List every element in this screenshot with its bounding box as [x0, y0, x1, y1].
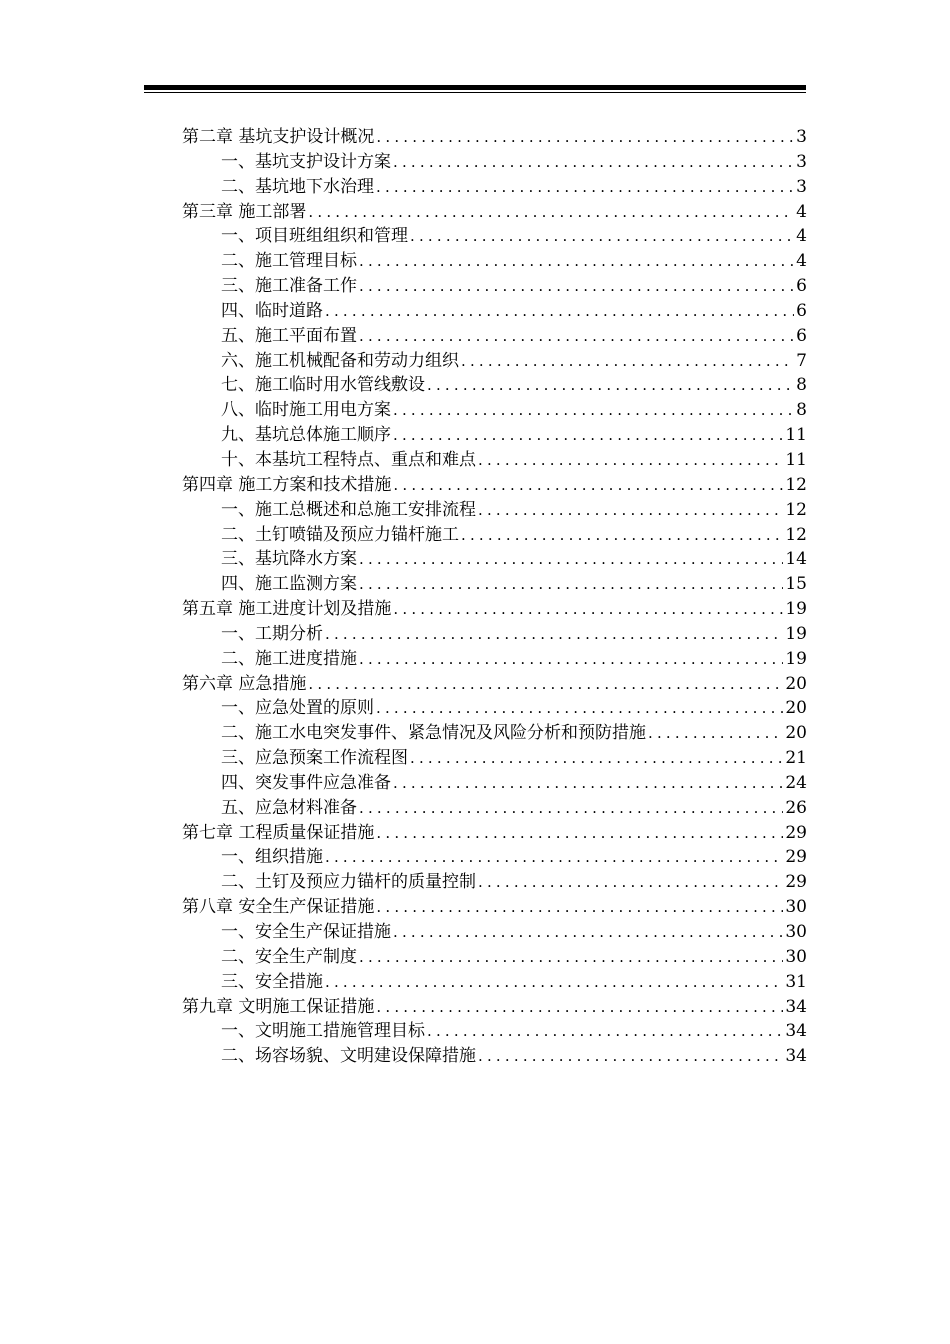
- toc-entry-label: 八、临时施工用电方案: [221, 400, 391, 421]
- toc-section-entry[interactable]: [182, 523, 807, 548]
- toc-dot-leader: [393, 398, 794, 423]
- toc-page-number: 21: [785, 748, 807, 769]
- toc-dot-leader: [376, 895, 783, 920]
- toc-entry-label: 二、基坑地下水治理: [221, 176, 374, 197]
- toc-page-number: 34: [785, 1046, 807, 1067]
- toc-entry-label: 二、土钉喷锚及预应力锚杆施工: [221, 524, 459, 545]
- toc-section-entry[interactable]: [182, 970, 807, 995]
- toc-section-entry[interactable]: [182, 1019, 807, 1044]
- toc-entry-label: 第四章 施工方案和技术措施: [182, 474, 392, 495]
- toc-entry-label: 二、场容场貌、文明建设保障措施: [221, 1046, 476, 1067]
- toc-entry-label: 一、施工总概述和总施工安排流程: [221, 499, 476, 520]
- toc-section-entry[interactable]: [182, 274, 807, 299]
- toc-entry-label: 三、施工准备工作: [221, 276, 357, 297]
- toc-chapter-entry[interactable]: [182, 200, 807, 225]
- toc-dot-leader: [427, 373, 794, 398]
- toc-chapter-entry[interactable]: [182, 821, 807, 846]
- toc-page-number: 4: [796, 226, 807, 247]
- toc-page-number: 4: [796, 251, 807, 272]
- toc-entry-label: 六、施工机械配备和劳动力组织: [221, 350, 459, 371]
- toc-page-number: 4: [796, 201, 807, 222]
- toc-dot-leader: [359, 324, 794, 349]
- toc-entry-label: 一、应急处置的原则: [221, 698, 374, 719]
- toc-page-number: 6: [796, 325, 807, 346]
- toc-dot-leader: [359, 249, 794, 274]
- toc-entry-label: 四、突发事件应急准备: [221, 772, 391, 793]
- toc-entry-label: 第八章 安全生产保证措施: [182, 897, 375, 918]
- toc-entry-label: 四、临时道路: [221, 300, 323, 321]
- toc-chapter-entry[interactable]: [182, 995, 807, 1020]
- toc-page-number: 29: [785, 872, 807, 893]
- toc-dot-leader: [359, 647, 783, 672]
- toc-entry-label: 十、本基坑工程特点、重点和难点: [221, 449, 476, 470]
- toc-page-number: 20: [785, 723, 807, 744]
- toc-section-entry[interactable]: [182, 945, 807, 970]
- toc-dot-leader: [393, 920, 783, 945]
- toc-section-entry[interactable]: [182, 845, 807, 870]
- toc-page-number: 19: [785, 599, 807, 620]
- toc-dot-leader: [376, 995, 783, 1020]
- toc-section-entry[interactable]: [182, 647, 807, 672]
- toc-dot-leader: [410, 224, 794, 249]
- toc-page-number: 11: [785, 425, 807, 446]
- toc-section-entry[interactable]: [182, 696, 807, 721]
- toc-page-number: 34: [785, 1021, 807, 1042]
- toc-page-number: 12: [785, 499, 807, 520]
- toc-section-entry[interactable]: [182, 349, 807, 374]
- toc-entry-label: 一、安全生产保证措施: [221, 922, 391, 942]
- toc-section-entry[interactable]: [182, 746, 807, 771]
- toc-dot-leader: [359, 572, 783, 597]
- toc-section-entry[interactable]: [182, 224, 807, 249]
- toc-dot-leader: [325, 970, 783, 995]
- toc-dot-leader: [325, 845, 783, 870]
- toc-section-entry[interactable]: [182, 423, 807, 448]
- toc-chapter-entry[interactable]: [182, 672, 807, 697]
- toc-page-number: 8: [796, 400, 807, 421]
- toc-dot-leader: [376, 696, 783, 721]
- toc-dot-leader: [478, 498, 783, 523]
- toc-page-number: 31: [785, 971, 807, 992]
- toc-entry-label: 一、文明施工措施管理目标: [221, 1021, 425, 1042]
- toc-dot-leader: [393, 771, 783, 796]
- toc-section-entry[interactable]: [182, 547, 807, 572]
- toc-chapter-entry[interactable]: [182, 895, 807, 920]
- toc-section-entry[interactable]: [182, 498, 807, 523]
- toc-dot-leader: [393, 473, 783, 498]
- toc-section-entry[interactable]: [182, 1044, 807, 1069]
- toc-entry-label: 三、安全措施: [221, 971, 323, 992]
- toc-entry-label: 第六章 应急措施: [182, 673, 307, 694]
- toc-page-number: 3: [796, 176, 807, 197]
- toc-entry-label: 一、基坑支护设计方案: [221, 151, 391, 172]
- toc-dot-leader: [478, 448, 783, 473]
- toc-entry-label: 三、应急预案工作流程图: [221, 748, 408, 769]
- toc-entry-label: 三、基坑降水方案: [221, 549, 357, 570]
- toc-dot-leader: [325, 622, 783, 647]
- toc-page-number: 34: [785, 996, 807, 1017]
- toc-section-entry[interactable]: [182, 771, 807, 796]
- toc-page-number: 30: [785, 922, 807, 942]
- toc-page-number: 12: [785, 474, 807, 495]
- toc-entry-label: 九、基坑总体施工顺序: [221, 425, 391, 446]
- toc-section-entry[interactable]: [182, 920, 807, 945]
- toc-section-entry[interactable]: [182, 796, 807, 821]
- toc-page-number: 26: [785, 797, 807, 818]
- toc-dot-leader: [359, 796, 783, 821]
- toc-section-entry[interactable]: [182, 721, 807, 746]
- toc-entry-label: 一、项目班组组织和管理: [221, 226, 408, 247]
- toc-entry-label: 五、应急材料准备: [221, 797, 357, 818]
- toc-entry-label: 二、施工水电突发事件、紧急情况及风险分析和预防措施: [221, 723, 646, 744]
- toc-page-number: 30: [785, 897, 807, 918]
- toc-page-number: 29: [785, 847, 807, 868]
- toc-dot-leader: [359, 547, 783, 572]
- toc-page-number: 3: [796, 151, 807, 172]
- toc-section-entry[interactable]: [182, 622, 807, 647]
- toc-section-entry[interactable]: [182, 398, 807, 423]
- toc-page-number: 20: [785, 698, 807, 719]
- toc-entry-label: 一、组织措施: [221, 847, 323, 868]
- toc-entry-label: 二、施工进度措施: [221, 648, 357, 669]
- toc-page-number: 14: [785, 549, 807, 570]
- toc-page-number: 29: [785, 822, 807, 843]
- toc-dot-leader: [376, 125, 794, 150]
- toc-entry-label: 第二章 基坑支护设计概况: [182, 127, 375, 147]
- toc-page-number: 6: [796, 300, 807, 321]
- toc-dot-leader: [308, 200, 794, 225]
- toc-dot-leader: [359, 274, 794, 299]
- toc-dot-leader: [393, 597, 783, 622]
- toc-page-number: 24: [785, 772, 807, 793]
- toc-dot-leader: [478, 870, 783, 895]
- header-rule-thin: [144, 92, 806, 93]
- toc-page-number: 6: [796, 276, 807, 297]
- toc-entry-label: 二、安全生产制度: [221, 946, 357, 967]
- toc-entry-label: 四、施工监测方案: [221, 574, 357, 595]
- toc-page-number: 30: [785, 946, 807, 967]
- toc-entry-label: 五、施工平面布置: [221, 325, 357, 346]
- toc-section-entry[interactable]: [182, 249, 807, 274]
- toc-dot-leader: [478, 1044, 783, 1069]
- toc-entry-label: 一、工期分析: [221, 623, 323, 644]
- toc-entry-label: 二、土钉及预应力锚杆的质量控制: [221, 872, 476, 893]
- toc-section-entry[interactable]: [182, 870, 807, 895]
- toc-chapter-entry[interactable]: [182, 597, 807, 622]
- toc-page-number: 19: [785, 648, 807, 669]
- toc-chapter-entry[interactable]: [182, 125, 807, 150]
- toc-section-entry[interactable]: [182, 324, 807, 349]
- toc-section-entry[interactable]: [182, 373, 807, 398]
- toc-section-entry[interactable]: [182, 299, 807, 324]
- toc-entry-label: 第五章 施工进度计划及措施: [182, 599, 392, 620]
- toc-chapter-entry[interactable]: [182, 473, 807, 498]
- toc-page-number: 11: [785, 449, 807, 470]
- toc-entry-label: 七、施工临时用水管线敷设: [221, 375, 425, 396]
- toc-dot-leader: [461, 523, 783, 548]
- toc-dot-leader: [325, 299, 794, 324]
- toc-page-number: 19: [785, 623, 807, 644]
- toc-dot-leader: [648, 721, 783, 746]
- toc-dot-leader: [359, 945, 783, 970]
- toc-section-entry[interactable]: [182, 448, 807, 473]
- toc-dot-leader: [376, 175, 794, 200]
- toc-page-number: 3: [796, 127, 807, 147]
- toc-entry-label: 第三章 施工部署: [182, 201, 307, 222]
- toc-dot-leader: [461, 349, 794, 374]
- toc-dot-leader: [376, 821, 783, 846]
- toc-section-entry[interactable]: [182, 175, 807, 200]
- toc-dot-leader: [393, 423, 783, 448]
- toc-entry-label: 二、施工管理目标: [221, 251, 357, 272]
- toc-page-number: 12: [785, 524, 807, 545]
- toc-entry-label: 第七章 工程质量保证措施: [182, 822, 375, 843]
- toc-dot-leader: [410, 746, 783, 771]
- toc-section-entry[interactable]: [182, 572, 807, 597]
- toc-dot-leader: [393, 150, 794, 175]
- toc-page-number: 7: [796, 350, 807, 371]
- table-of-contents: [182, 125, 807, 1069]
- toc-dot-leader: [427, 1019, 783, 1044]
- toc-page-number: 8: [796, 375, 807, 396]
- toc-dot-leader: [308, 672, 783, 697]
- header-rule: [144, 85, 806, 90]
- toc-section-entry[interactable]: [182, 150, 807, 175]
- toc-page-number: 15: [785, 574, 807, 595]
- toc-entry-label: 第九章 文明施工保证措施: [182, 996, 375, 1017]
- toc-page-number: 20: [785, 673, 807, 694]
